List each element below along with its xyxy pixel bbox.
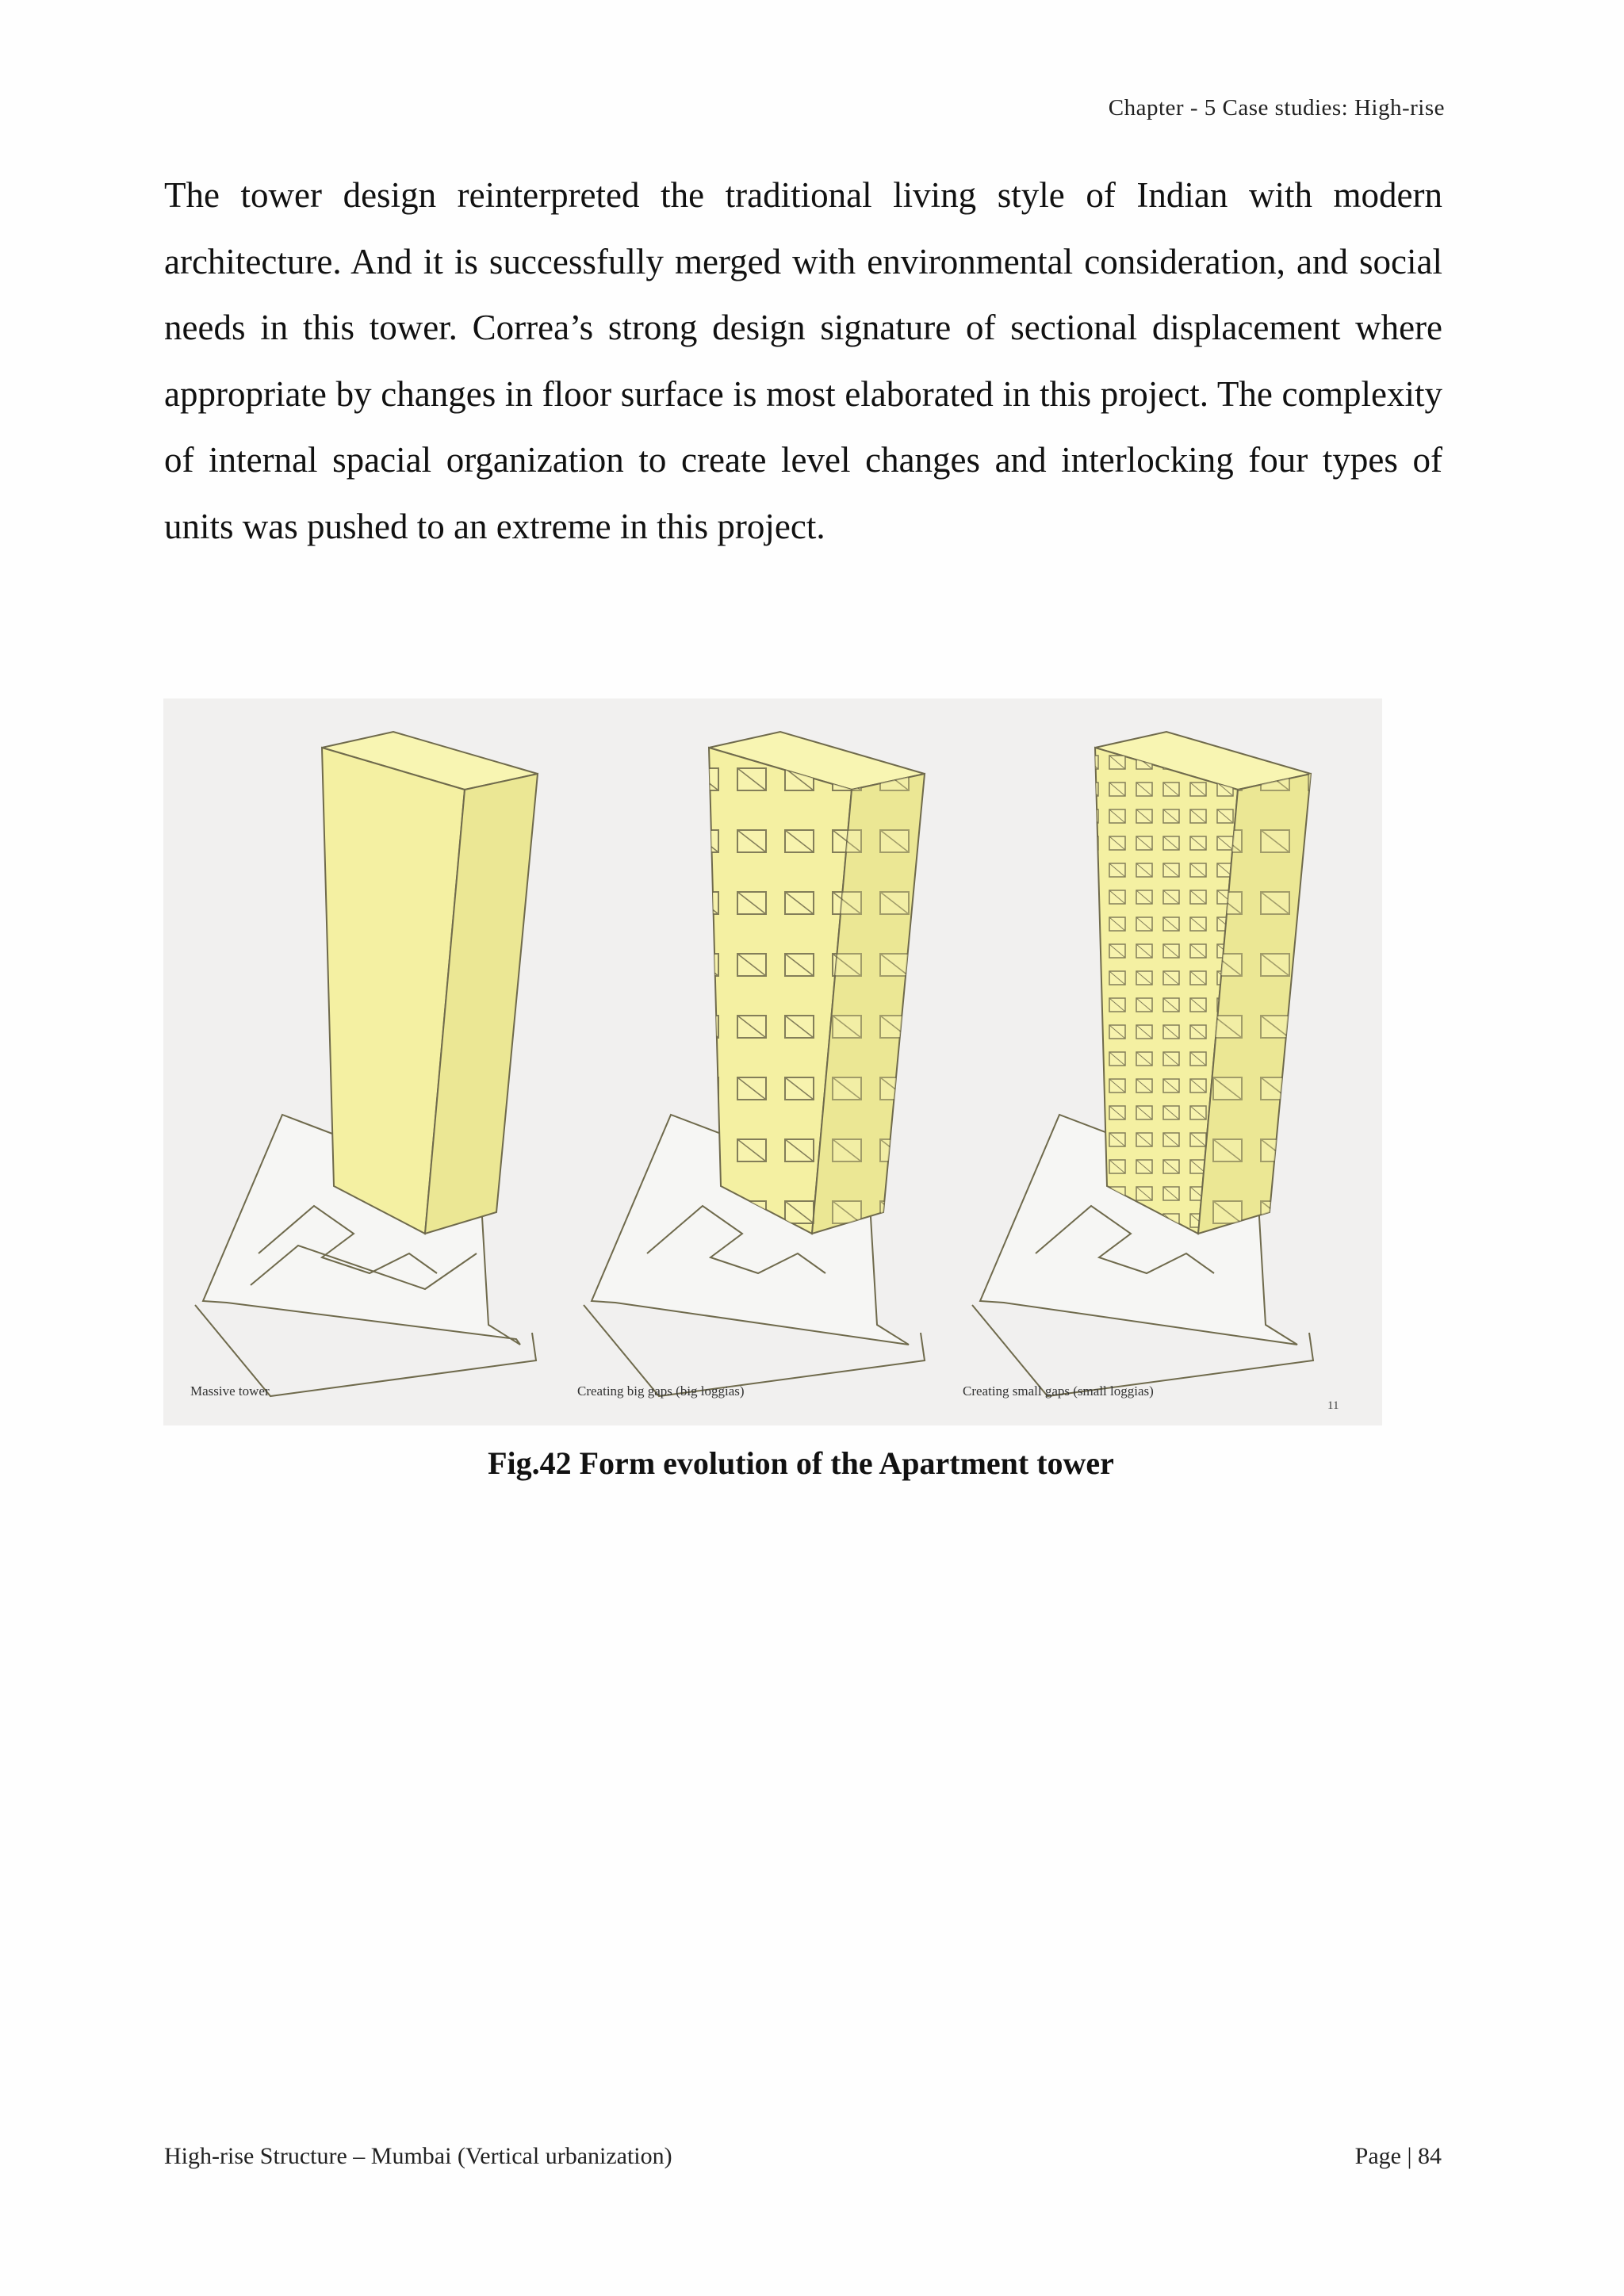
figure-caption: Fig.42 Form evolution of the Apartment tower (488, 1445, 1114, 1481)
tower-diagram (163, 698, 1382, 1425)
small-gaps-tower-drawing (972, 732, 1313, 1396)
figure-page-mark: 11 (1327, 1399, 1339, 1412)
page-number: Page | 84 (1354, 2143, 1442, 2169)
label-massive-tower: Massive tower (190, 1383, 270, 1399)
label-small-gaps: Creating small gaps (small loggias) (963, 1383, 1154, 1399)
big-gaps-tower-drawing (584, 732, 925, 1396)
label-big-gaps: Creating big gaps (big loggias) (577, 1383, 745, 1399)
chapter-header: Chapter - 5 Case studies: High-rise (1108, 95, 1445, 121)
figure-tower-evolution (163, 698, 1382, 1425)
massive-tower-drawing (195, 732, 538, 1396)
body-paragraph: The tower design reinterpreted the traditional living style of Indian with modern architecture. And it is successfully merged with environmental consideration, and social needs in this tower. Correa’s strong design signature of sectional displacement where appropriate by changes in floor surface is most elaborated in this project. The complexity of internal spacial organization to create level changes and interlocking four types of units was pushed to an extreme in this project. (164, 175, 1442, 546)
footer-title: High-rise Structure – Mumbai (Vertical urbanization) (164, 2143, 672, 2169)
